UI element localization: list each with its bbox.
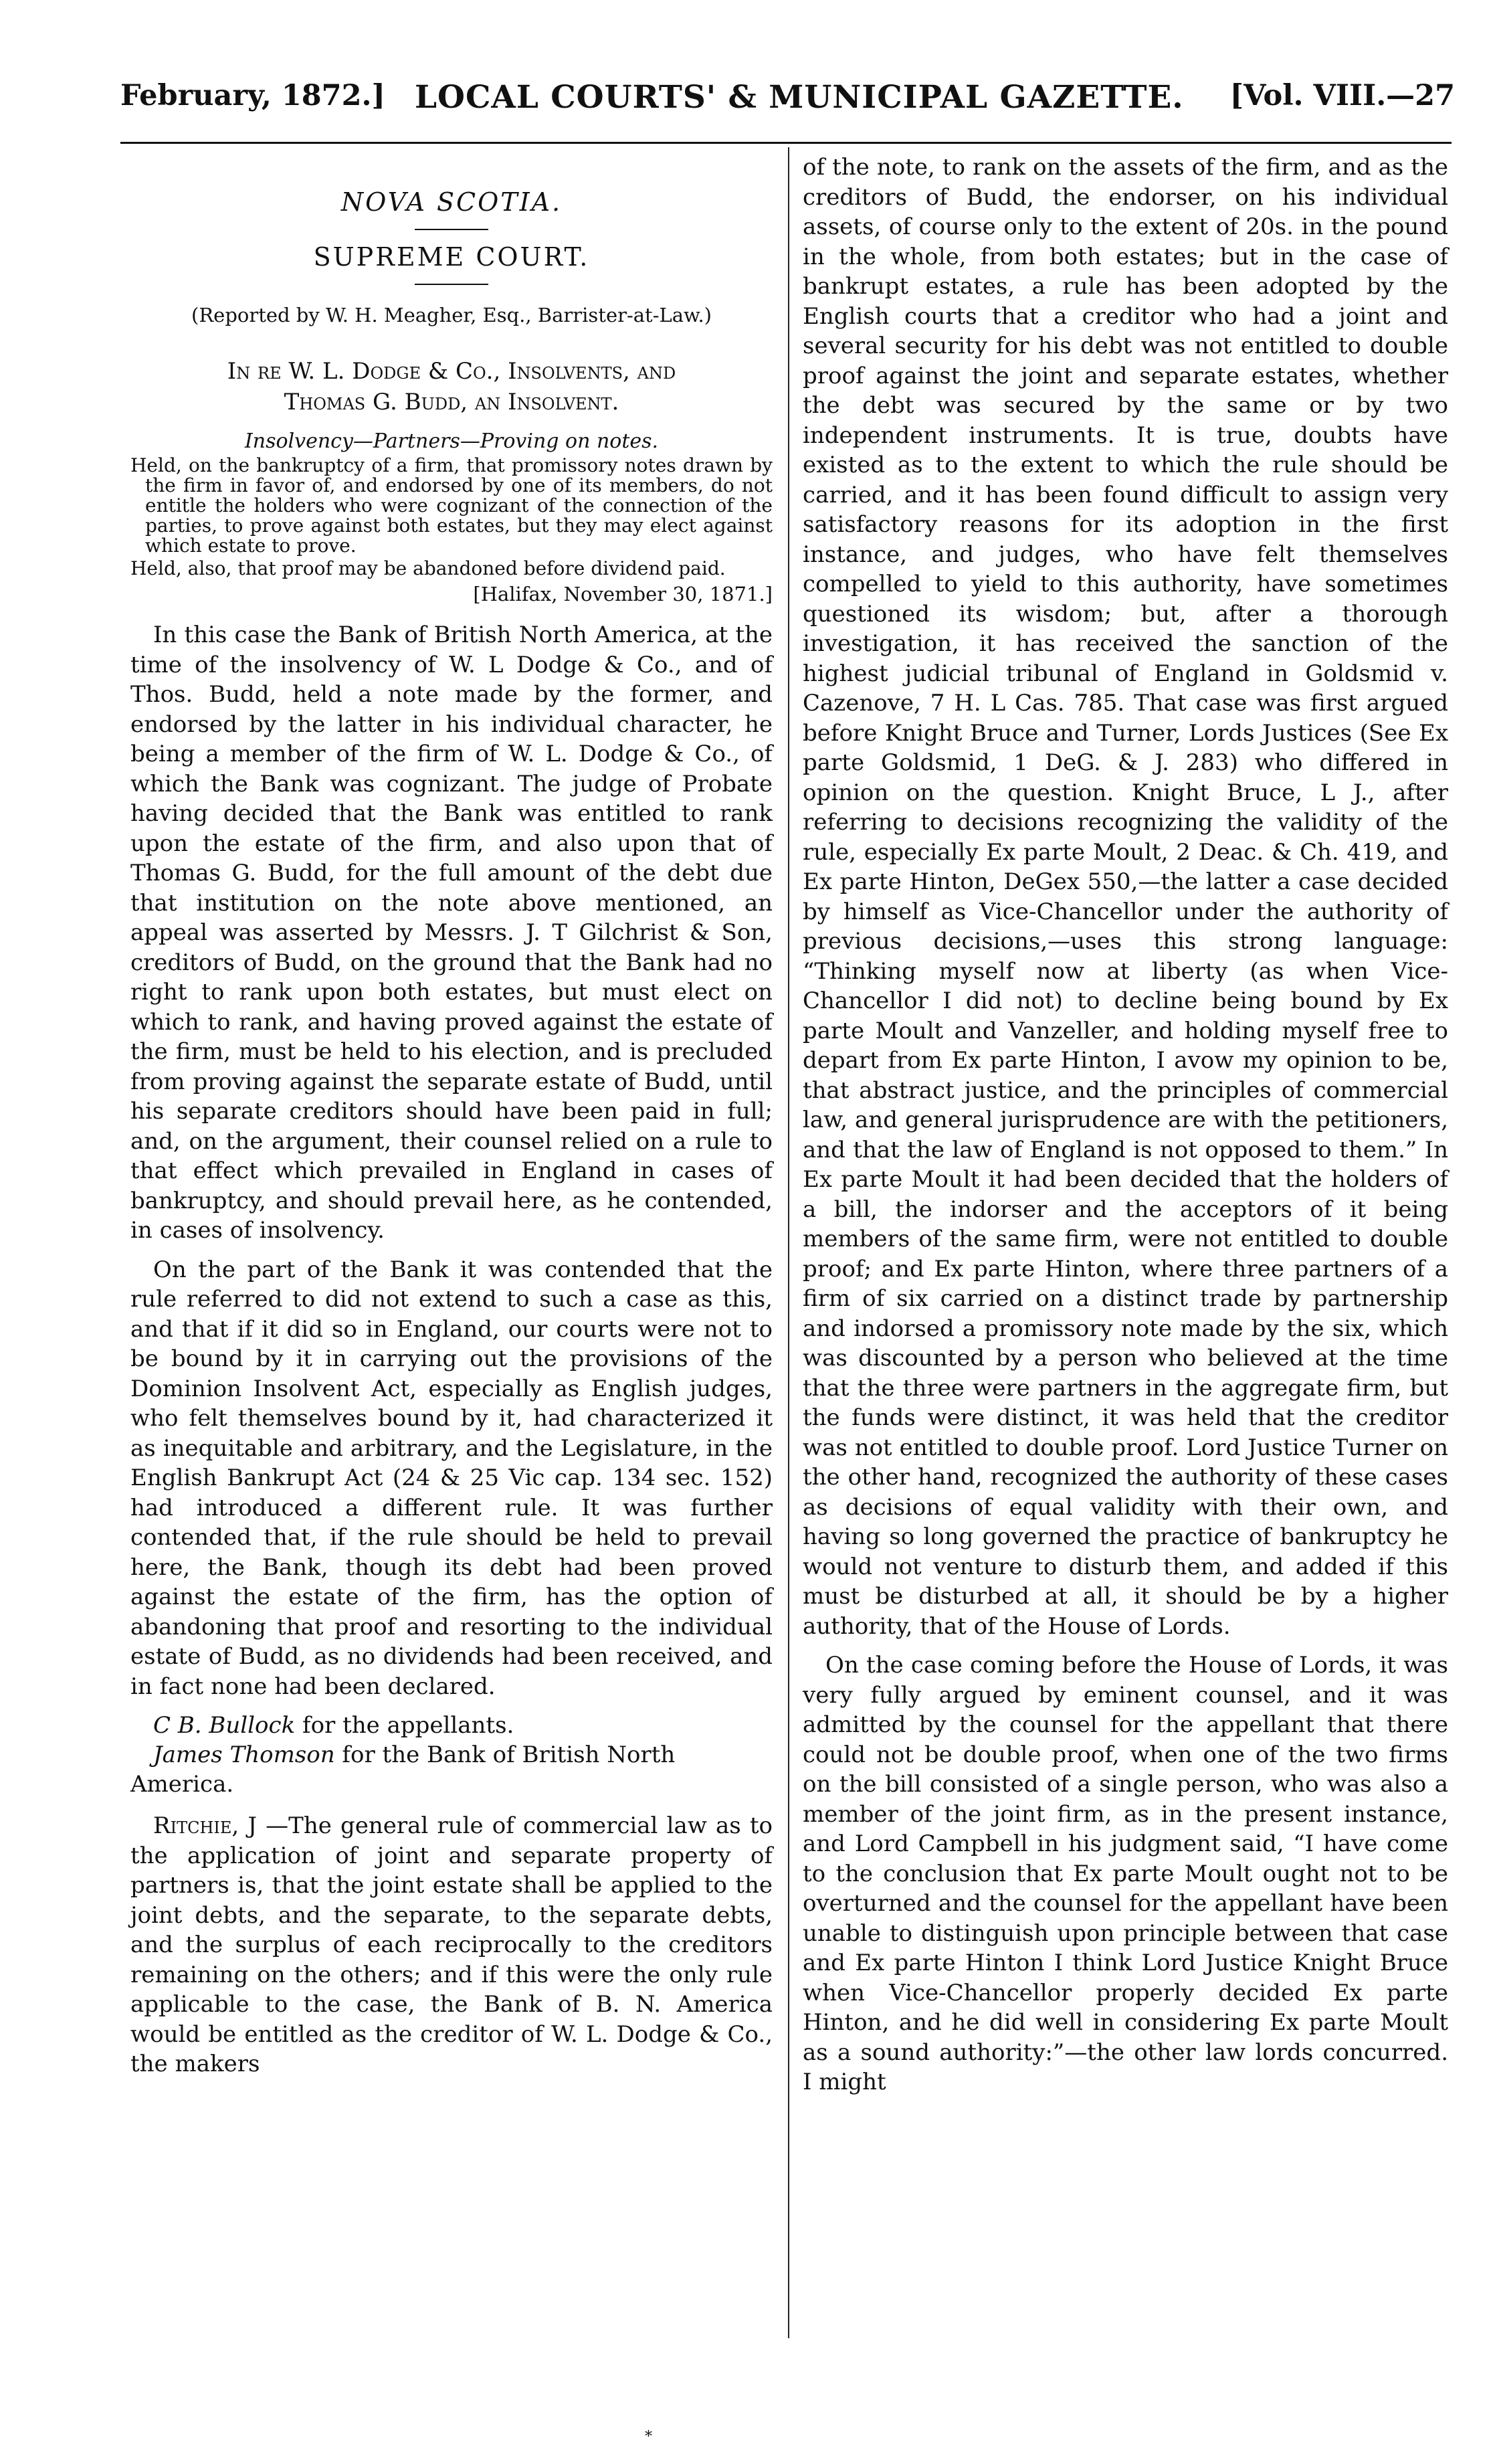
counsel-bank xyxy=(130,1740,773,1799)
facts-paragraph: In this case the Bank of British North America, at the time of the insolvency of W. L Dodge & Co., and of Thos. Budd, held a note made by the former, and endorsed by the latter in his individual character, he being a member of the firm of W. L. Dodge & Co., of which the Bank was cognizant. The judge of Probate having decided that the Bank was entitled to rank upon the estate of the firm, and also upon that of Thomas G. Budd, for the full amount of the debt due that institution on the note above mentioned, an appeal was asserted by Messrs. J. T Gilchrist & Son, creditors of Budd, on the ground that the Bank had no right to rank upon both estates, but must elect on which to rank, and having proved against the estate of the firm, must be held to his election, and is precluded from proving against the separate estate of Budd, until his separate creditors should have been paid in full; and, on the argument, their counsel relied on a rule to that effect which prevailed in England in cases of bankruptcy, and should prevail here, as he contended, in cases of insolvency. xyxy=(130,622,773,1244)
left-column xyxy=(130,153,773,2089)
right-column xyxy=(803,153,1448,2107)
page-header xyxy=(120,79,1455,132)
headnote-held-1: Held, on the bankruptcy of a firm, that promissory notes drawn by the firm in favor of, and endorsed by one of its members, do not entitle the holders who were cognizant of the connection of the parties, to prove against both estates, but they may elect against which estate to prove. xyxy=(130,454,773,557)
footer-mark: * xyxy=(645,2429,652,2445)
counsel-block xyxy=(130,1711,773,1799)
section-rule xyxy=(415,229,488,230)
counsel-appellants-role: for the appellants. xyxy=(295,1712,514,1739)
column-divider xyxy=(788,147,789,2338)
dateline: [Halifax, November 30, 1871.] xyxy=(473,583,773,605)
case-title-line-2: Thomas G. Budd, an Insolvent. xyxy=(284,389,619,415)
court-rule xyxy=(415,284,488,285)
header-title: LOCAL COURTS' & MUNICIPAL GAZETTE. xyxy=(415,79,1184,116)
case-title xyxy=(130,356,773,417)
counsel-bank-name: James Thomson xyxy=(153,1741,335,1768)
header-date: February, 1872.] xyxy=(120,79,385,112)
judgment-paragraph xyxy=(130,1811,773,2079)
case-title-line-1: In re W. L. Dodge & Co., Insolvents, and xyxy=(227,358,676,385)
court-heading: SUPREME COURT. xyxy=(313,242,590,272)
reporter-line: (Reported by W. H. Meagher, Esq., Barrister-at-Law.) xyxy=(191,304,712,326)
bank-argument-paragraph: On the part of the Bank it was contended that the rule referred to did not extend to such a case as this, and that if it did so in England, our courts were not to be bound by it in carrying out the provisions of the Dominion Insolvent Act, especially as English judges, who felt themselves bound by it, had characterized it as inequitable and arbitrary, and the Legislature, in the English Bankrupt Act (24 & 25 Vic cap. 134 sec. 152) had introduced a different rule. It was further contended that, if the rule should be held to prevail here, the Bank, though its debt had been proved against the estate of the firm, has the option of abandoning that proof and resorting to the individual estate of Budd, as no dividends had been received, and in fact none had been declared. xyxy=(130,1256,773,1700)
judgment-text: —The general rule of commercial law as to the application of joint and separate property of partners is, that the joint estate shall be applied to the joint debts, and the separate, to the separate debts, and the surplus of each reciprocally to the creditors remaining on the others; and if this were the only rule applicable to the case, the Bank of B. N. America would be entitled as the creditor of W. L. Dodge & Co., the makers xyxy=(130,1812,773,2077)
section-heading: NOVA SCOTIA. xyxy=(340,187,563,217)
header-rule xyxy=(120,142,1452,144)
headnote-subject: Insolvency—Partners—Proving on notes. xyxy=(244,430,659,453)
judgment-continuation-paragraph: of the note, to rank on the assets of the firm, and as the creditors of Budd, the endorser, on his individual assets, of course only to the extent of 20s. in the pound in the whole, from both estates; but in the case of bankrupt estates, a rule has been adopted by the English courts that a creditor who had a joint and several security for his debt was not entitled to double proof against the joint and separate estates, whether the debt was secured by the same or by two independent instruments. It is true, doubts have existed as to the extent to which the rule should be carried, and it has been found difficult to assign very satisfactory reasons for its adoption in the first instance, and judges, who have felt themselves compelled to yield to this authority, have sometimes questioned its wisdom; but, after a thorough investigation, it has received the sanction of the highest judicial tribunal of England in Goldsmid v. Cazenove, 7 H. L Cas. 785. That case was first argued before Knight Bruce and Turner, Lords Justices (See Ex parte Goldsmid, 1 DeG. & J. 283) who differed in opinion on the question. Knight Bruce, L J., after referring to decisions recognizing the validity of the rule, especially Ex parte Moult, 2 Deac. & Ch. 419, and Ex parte Hinton, DeGex 550,—the latter a case decided by himself as Vice-Chancellor under the authority of previous decisions,—uses this strong language: “Thinking myself now at liberty (as when Vice-Chancellor I did not) to decline being bound by Ex parte Moult and Vanzeller, and holding myself free to depart from Ex parte Hinton, I avow my opinion to be, that abstract justice, and the principles of commercial law, and general jurisprudence are with the petitioners, and that the law of England is not opposed to them.” In Ex parte Moult it had been decided that the holders of a bill, the indorser and the acceptors of it being members of the same firm, were not entitled to double proof; and Ex parte Hinton, where three partners of a firm of six carried on a distinct trade by partnership and indorsed a promissory note made by the six, which was discounted by a person who believed at the time that the three were partners in the aggregate firm, but the funds were distinct, it was held that the creditor was not entitled to double proof. Lord Justice Turner on the other hand, recognized the authority of these cases as decisions of equal validity with their own, and having so long governed the practice of bankruptcy he would not venture to disturb them, and added if this must be disturbed at all, it should be by a higher authority, that of the House of Lords. xyxy=(803,154,1448,1640)
counsel-bank-role: for the Bank of British North America. xyxy=(130,1741,676,1798)
headnote-held-2: Held, also, that proof may be abandoned before dividend paid. xyxy=(130,557,726,579)
judge-name: Ritchie, J xyxy=(153,1812,257,1839)
house-of-lords-paragraph: On the case coming before the House of Lords, it was very fully argued by eminent counsel, and it was admitted by the counsel for the appellant that there could not be double proof, when one of the two firms on the bill consisted of a single person, who was also a member of the joint firm, as in the present instance, and Lord Campbell in his judgment said, “I have come to the conclusion that Ex parte Moult ought not to be overturned and the counsel for the appellant have been unable to distinguish upon principle between that case and Ex parte Hinton I think Lord Justice Knight Bruce when Vice-Chancellor properly decided Ex parte Hinton, and he did well in considering Ex parte Moult as a sound authority:”—the other law lords concurred. I might xyxy=(803,1652,1448,2095)
header-volume: [Vol. VIII.—27 xyxy=(1229,79,1455,112)
counsel-appellants xyxy=(130,1711,773,1740)
counsel-appellants-name: C B. Bullock xyxy=(153,1712,296,1739)
